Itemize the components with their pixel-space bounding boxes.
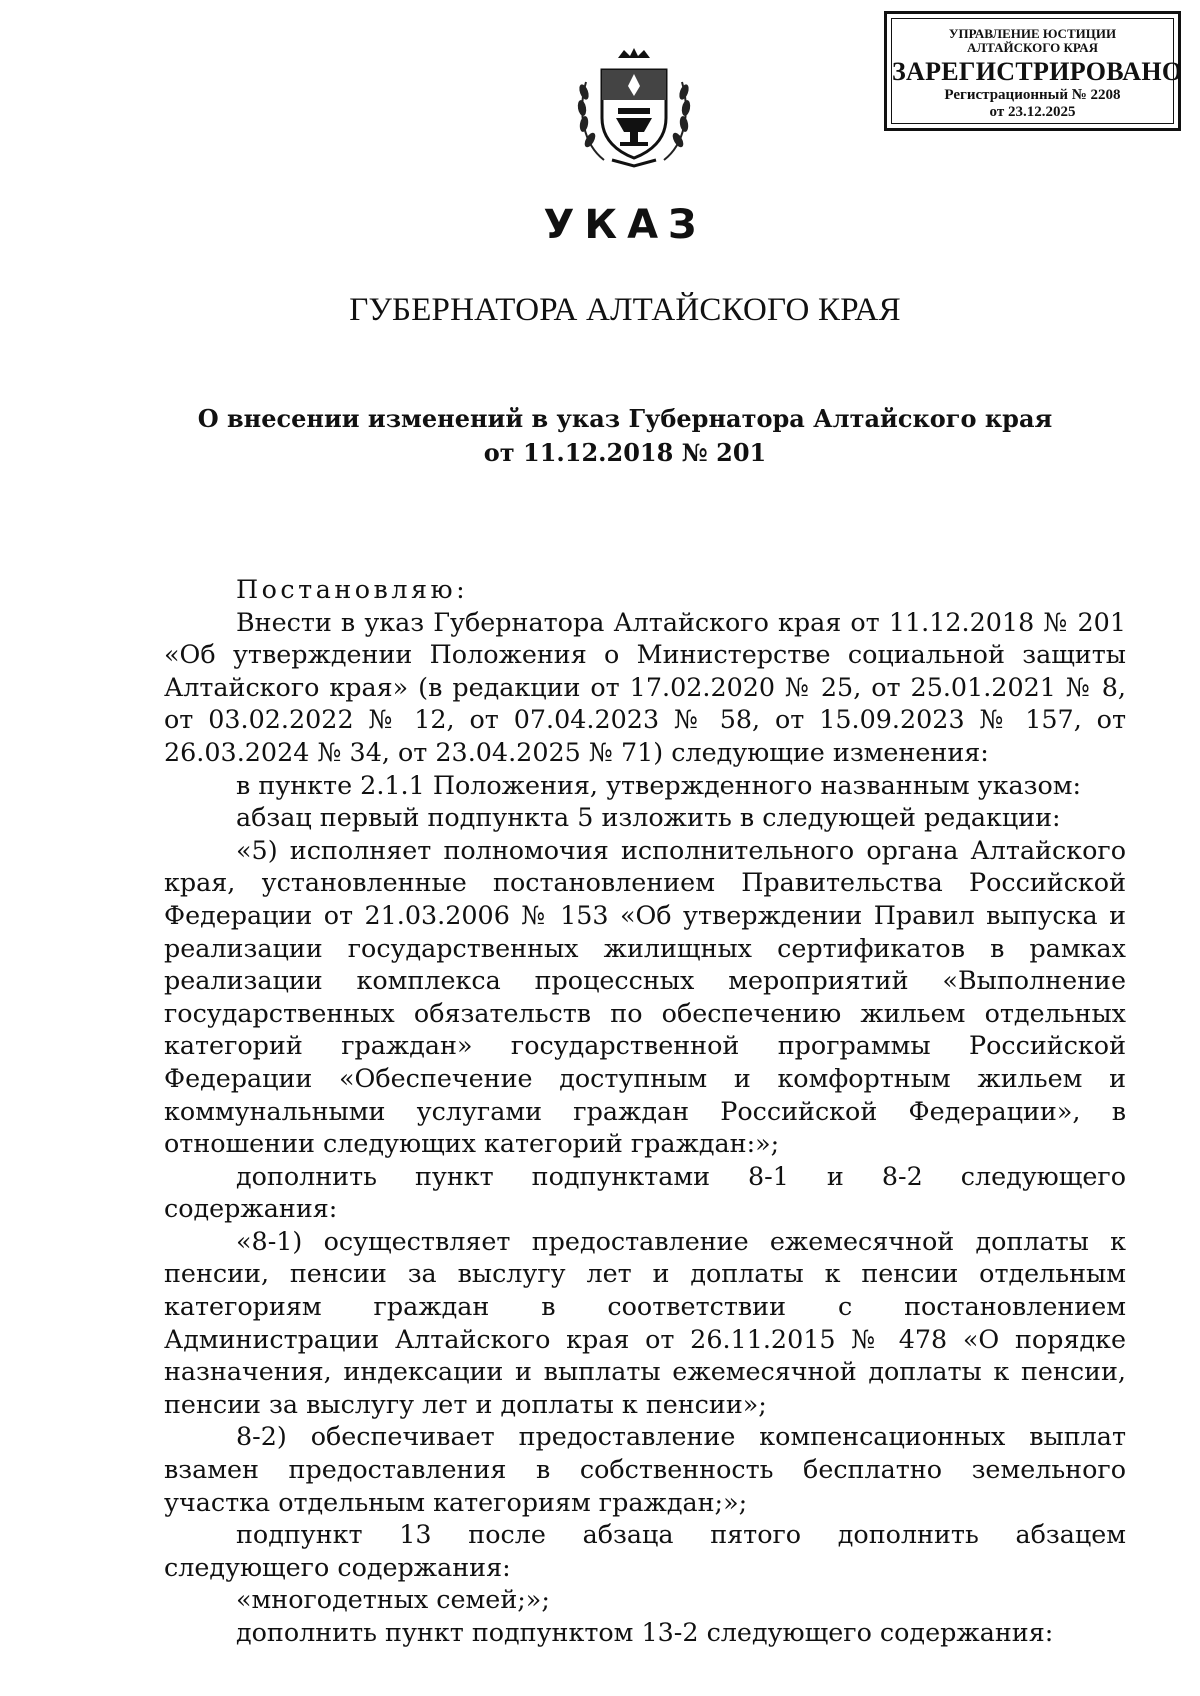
document-body (164, 573, 1126, 1649)
registration-stamp (884, 11, 1181, 131)
body-paragraph-decree-word: Постановляю: (236, 574, 469, 604)
stamp-reg-number: Регистрационный № 2208 (944, 87, 1121, 103)
body-paragraph: абзац первый подпункта 5 изложить в следующей редакции: (236, 802, 1061, 833)
document-heading-line1: О внесении изменений в указ Губернатора Алтайского края (197, 404, 1053, 433)
body-paragraph: Внести в указ Губернатора Алтайского края от 11.12.2018 № 201 «Об утверждении Положения о Министерстве социальной защиты Алтайского края» (в редакции от 17.02.2020 № 25, от 25.01.2021 № 8, от 03.02.2022 № 12, от 07.04.2023 № 58, от 15.09.2023 № 157, от 26.03.2024 № 34, от 23.04.2025 № 71) следующие изменения: (164, 606, 1126, 767)
body-paragraph: в пункте 2.1.1 Положения, утвержденного названным указом: (236, 769, 1082, 800)
coat-of-arms-icon (574, 48, 694, 170)
body-paragraph: дополнить пункт подпунктами 8-1 и 8-2 следующего содержания: (164, 1160, 1126, 1224)
body-paragraph: «5) исполняет полномочия исполнительного органа Алтайского края, установленные постановлением Правительства Российской Федерации от 21.03.2006 № 153 «Об утверждении Правил выпуска и реализации государственных жилищных сертификатов в рамках реализации комплекса процессных мероприятий «Выполнение государственных обязательств по обеспечению жильем отдельных категорий граждан» государственной программы Российской Федерации «Обеспечение доступным и комфортным жильем и коммунальными услугами граждан Российской Федерации», в отношении следующих категорий граждан:»; (164, 834, 1126, 1159)
stamp-org-line2: АЛТАЙСКОГО КРАЯ (967, 40, 1098, 55)
registration-stamp-frame (891, 18, 1183, 124)
body-paragraph: подпункт 13 после абзаца пятого дополнить абзацем следующего содержания: (164, 1519, 1126, 1582)
stamp-reg-date: от 23.12.2025 (989, 104, 1076, 120)
body-paragraph: «многодетных семей;»; (236, 1584, 550, 1615)
stamp-status: ЗАРЕГИСТРИРОВАНО (892, 57, 1183, 86)
stamp-org-line1: УПРАВЛЕНИЕ ЮСТИЦИИ (948, 26, 1117, 41)
document-heading-line2: от 11.12.2018 № 201 (483, 438, 767, 467)
body-paragraph: «8-1) осуществляет предоставление ежемесячной доплаты к пенсии, пенсии за выслугу лет и доплаты к пенсии отдельным категориям граждан в соответствии с постановлением Администрации Алтайского края от 26.11.2015 № 478 «О порядке назначения, индексации и выплаты ежемесячной доплаты к пенсии, пенсии за выслугу лет и доплаты к пенсии»; (164, 1225, 1126, 1419)
document-type-title: УКАЗ (543, 202, 707, 248)
document-heading (0, 402, 1200, 470)
document-issuer: ГУБЕРНАТОРА АЛТАЙСКОГО КРАЯ (349, 292, 901, 328)
body-paragraph: 8-2) обеспечивает предоставление компенсационных выплат взамен предоставления в собственность бесплатно земельного участка отдельным категориям граждан;»; (164, 1421, 1126, 1517)
body-paragraph: дополнить пункт подпунктом 13-2 следующего содержания: (236, 1617, 1054, 1647)
